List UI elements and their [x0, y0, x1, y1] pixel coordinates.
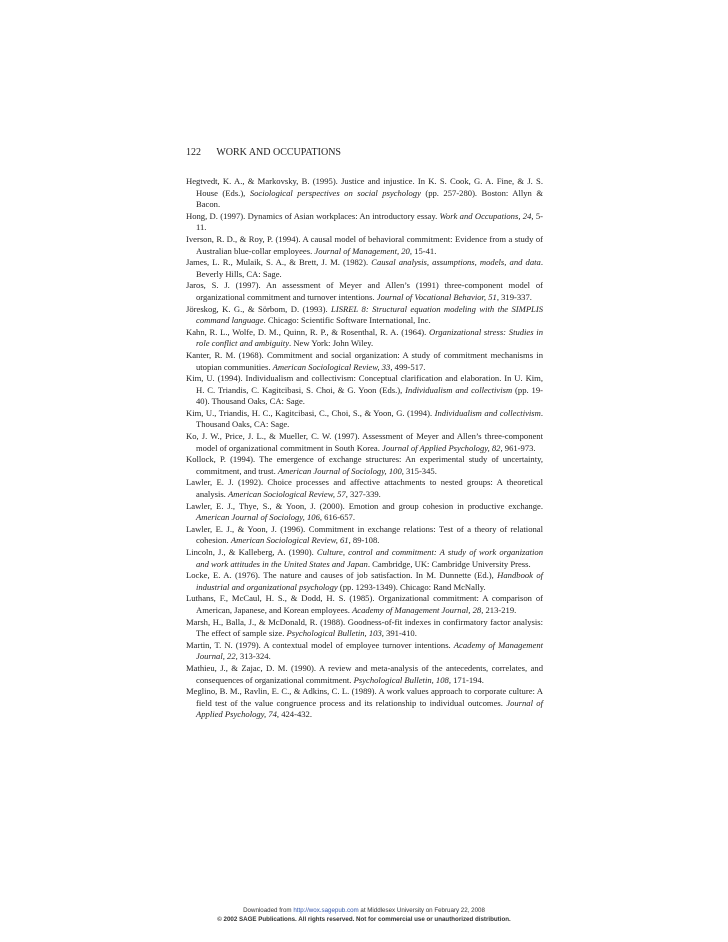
reference-details: , 424-432.	[276, 709, 312, 720]
reference-entry	[186, 327, 543, 350]
reference-details: , 5-11.	[196, 210, 543, 233]
reference-details: . Chicago: Scientific Software International, Inc.	[263, 315, 431, 326]
reference-text: James, L. R., Mulaik, S. A., & Brett, J. M. (1982).	[186, 257, 372, 268]
reference-text: Kahn, R. L., Wolfe, D. M., Quinn, R. P., & Rosenthal, R. A. (1964).	[186, 326, 429, 337]
reference-entry	[186, 350, 543, 373]
reference-text: Marsh, H., Balla, J., & McDonald, R. (1988). Goodness-of-fit indexes in confirmatory factor analysis: The effect of sample size.	[186, 616, 543, 639]
reference-text: Martin, T. N. (1979). A contextual model of employee turnover intentions.	[186, 639, 454, 650]
reference-text: Jaros, S. J. (1997). An assessment of Meyer and Allen’s (1991) three-component model of organizational commitment and turnover intentions.	[186, 280, 543, 302]
reference-text: Kanter, R. M. (1968). Commitment and social organization: A study of commitment mechanisms in utopian communities.	[186, 349, 543, 372]
reference-list	[186, 176, 543, 721]
reference-title: Psychological Bulletin, 103	[286, 628, 382, 639]
reference-title: Handbook of industrial and organizational psychology	[196, 570, 544, 592]
reference-text: Hong, D. (1997). Dynamics of Asian workplaces: An introductory essay.	[186, 210, 440, 221]
reference-details: . Thousand Oaks, CA: Sage.	[196, 407, 543, 430]
reference-details: , 15-41.	[409, 245, 437, 256]
reference-entry	[186, 501, 543, 524]
reference-title: Individualism and collectivism	[434, 407, 541, 418]
reference-title: American Sociological Review, 33	[272, 361, 391, 372]
reference-title: Psychological Bulletin, 108	[353, 674, 449, 685]
reference-details: (pp. 1293-1349). Chicago: Rand McNally.	[337, 581, 486, 592]
reference-title: Organizational stress: Studies in role conflict and ambiguity	[196, 326, 543, 349]
page-number: 122	[186, 147, 201, 158]
reference-details: , 391-410.	[381, 628, 417, 639]
reference-entry	[186, 257, 543, 280]
reference-text: Meglino, B. M., Ravlin, E. C., & Adkins, C. L. (1989). A work values approach to corporate culture: A field test of the value congruence process and its relationship to individual outcomes.	[186, 686, 543, 708]
reference-text: Jöreskog, K. G., & Sörbom, D. (1993).	[186, 303, 332, 314]
reference-title: Journal of Applied Psychology, 74	[196, 697, 543, 720]
reference-entry	[186, 663, 543, 686]
reference-details: . Cambridge, UK: Cambridge University Press.	[367, 558, 531, 569]
reference-title: American Journal of Sociology, 106	[196, 512, 320, 523]
reference-text: Hegtvedt, K. A., & Markovsky, B. (1995). Justice and injustice. In K. S. Cook, G. A. Fine, & J. S. House (Eds.),	[186, 176, 543, 198]
reference-text: Iverson, R. D., & Roy, P. (1994). A causal model of behavioral commitment: Evidence from a study of Australian blue-collar employees.	[186, 233, 543, 256]
reference-title: American Sociological Review, 57	[227, 489, 346, 500]
reference-details: , 499-517.	[390, 361, 426, 372]
reference-details: . New York: John Wiley.	[289, 338, 374, 349]
reference-details: , 89-108.	[348, 535, 380, 546]
reference-text: Kollock, P. (1994). The emergence of exchange structures: An experimental study of uncertainty, commitment, and trust.	[186, 454, 543, 476]
reference-title: American Journal of Sociology, 100	[277, 465, 402, 476]
reference-text: Locke, E. A. (1976). The nature and causes of job satisfaction. In M. Dunnette (Ed.),	[186, 570, 498, 581]
reference-details: , 213-219.	[481, 604, 517, 615]
reference-title: Academy of Management Journal, 28	[352, 604, 482, 615]
reference-text: Lawler, E. J., Thye, S., & Yoon, J. (2000). Emotion and group cohesion in productive exchange.	[186, 500, 543, 511]
reference-details: (pp. 19-40). Thousand Oaks, CA: Sage.	[196, 384, 543, 407]
reference-entry	[186, 547, 543, 570]
reference-details: , 961-973.	[500, 442, 536, 453]
reference-text: Mathieu, J., & Zajac, D. M. (1990). A review and meta-analysis of the antecedents, correlates, and consequences of organizational commitment.	[186, 662, 543, 685]
download-prefix: Downloaded from	[243, 907, 294, 914]
reference-title: Journal of Management, 20	[314, 245, 410, 256]
reference-details: . Beverly Hills, CA: Sage.	[196, 257, 543, 279]
reference-entry	[186, 686, 543, 721]
reference-text: Lawler, E. J. (1992). Choice processes and affective attachments to nested groups: A theoretical analysis.	[186, 477, 543, 500]
reference-entry	[186, 617, 543, 640]
reference-details: , 327-339.	[345, 489, 381, 500]
download-link[interactable]: http://wox.sagepub.com	[293, 907, 359, 914]
reference-title: Causal analysis, assumptions, models, and data	[371, 257, 541, 268]
reference-details: , 319-337.	[496, 291, 532, 302]
reference-entry	[186, 593, 543, 616]
reference-entry	[186, 640, 543, 663]
reference-text: Ko, J. W., Price, J. L., & Mueller, C. W. (1997). Assessment of Meyer and Allen’s three-component model of organizational commitment in South Korea.	[186, 431, 543, 453]
reference-entry	[186, 408, 543, 431]
reference-title: Work and Occupations, 24	[439, 210, 532, 221]
download-suffix: at Middlesex University on February 22, 2008	[358, 907, 485, 914]
reference-entry	[186, 176, 543, 211]
reference-entry	[186, 477, 543, 500]
reference-text: Luthans, F., McCaul, H. S., & Dodd, H. S. (1985). Organizational commitment: A comparison of American, Japanese, and Korean employees.	[186, 593, 543, 615]
reference-title: LISREL 8: Structural equation modeling with the SIMPLIS command language	[196, 303, 544, 326]
reference-title: American Sociological Review, 61	[230, 535, 349, 546]
copyright-notice: © 2002 SAGE Publications. All rights reserved. Not for commercial use or unauthorized distribution.	[217, 916, 511, 923]
reference-text: Kim, U., Triandis, H. C., Kagitcibasi, C., Choi, S., & Yoon, G. (1994).	[186, 407, 435, 418]
reference-title: Academy of Management Journal, 22	[196, 639, 543, 662]
reference-details: , 616-657.	[319, 512, 355, 523]
reference-title: Journal of Applied Psychology, 82	[382, 442, 501, 453]
reference-entry	[186, 431, 543, 454]
reference-details: (pp. 257-280). Boston: Allyn & Bacon.	[196, 187, 544, 210]
reference-entry	[186, 570, 543, 593]
reference-title: Journal of Vocational Behavior, 51	[376, 291, 497, 302]
reference-entry	[186, 524, 543, 547]
reference-details: , 171-194.	[448, 674, 484, 685]
reference-text: Lincoln, J., & Kalleberg, A. (1990).	[186, 547, 317, 557]
reference-details: , 315-345.	[401, 465, 437, 476]
reference-text: Kim, U. (1994). Individualism and collectivism: Conceptual clarification and elaboration. In U. Kim, H. C. Triandis, C. Kagitcibasi, S. Choi, & G. Yoon (Eds.),	[186, 373, 543, 395]
running-title: WORK AND OCCUPATIONS	[216, 147, 341, 158]
running-header	[186, 147, 341, 158]
reference-entry	[186, 234, 543, 257]
reference-entry	[186, 454, 543, 477]
reference-title: Sociological perspectives on social psychology	[249, 187, 421, 198]
reference-text: Lawler, E. J., & Yoon, J. (1996). Commitment in exchange relations: Test of a theory of relational cohesion.	[186, 523, 543, 546]
reference-details: , 313-324.	[235, 651, 271, 662]
reference-title: Culture, control and commitment: A study of work organization and work attitudes in the United States and Japan	[196, 547, 543, 569]
reference-entry	[186, 304, 543, 327]
reference-entry	[186, 211, 543, 234]
reference-entry	[186, 280, 543, 303]
reference-title: Individualism and collectivism	[405, 384, 513, 395]
reference-entry	[186, 373, 543, 408]
download-notice	[0, 907, 728, 914]
